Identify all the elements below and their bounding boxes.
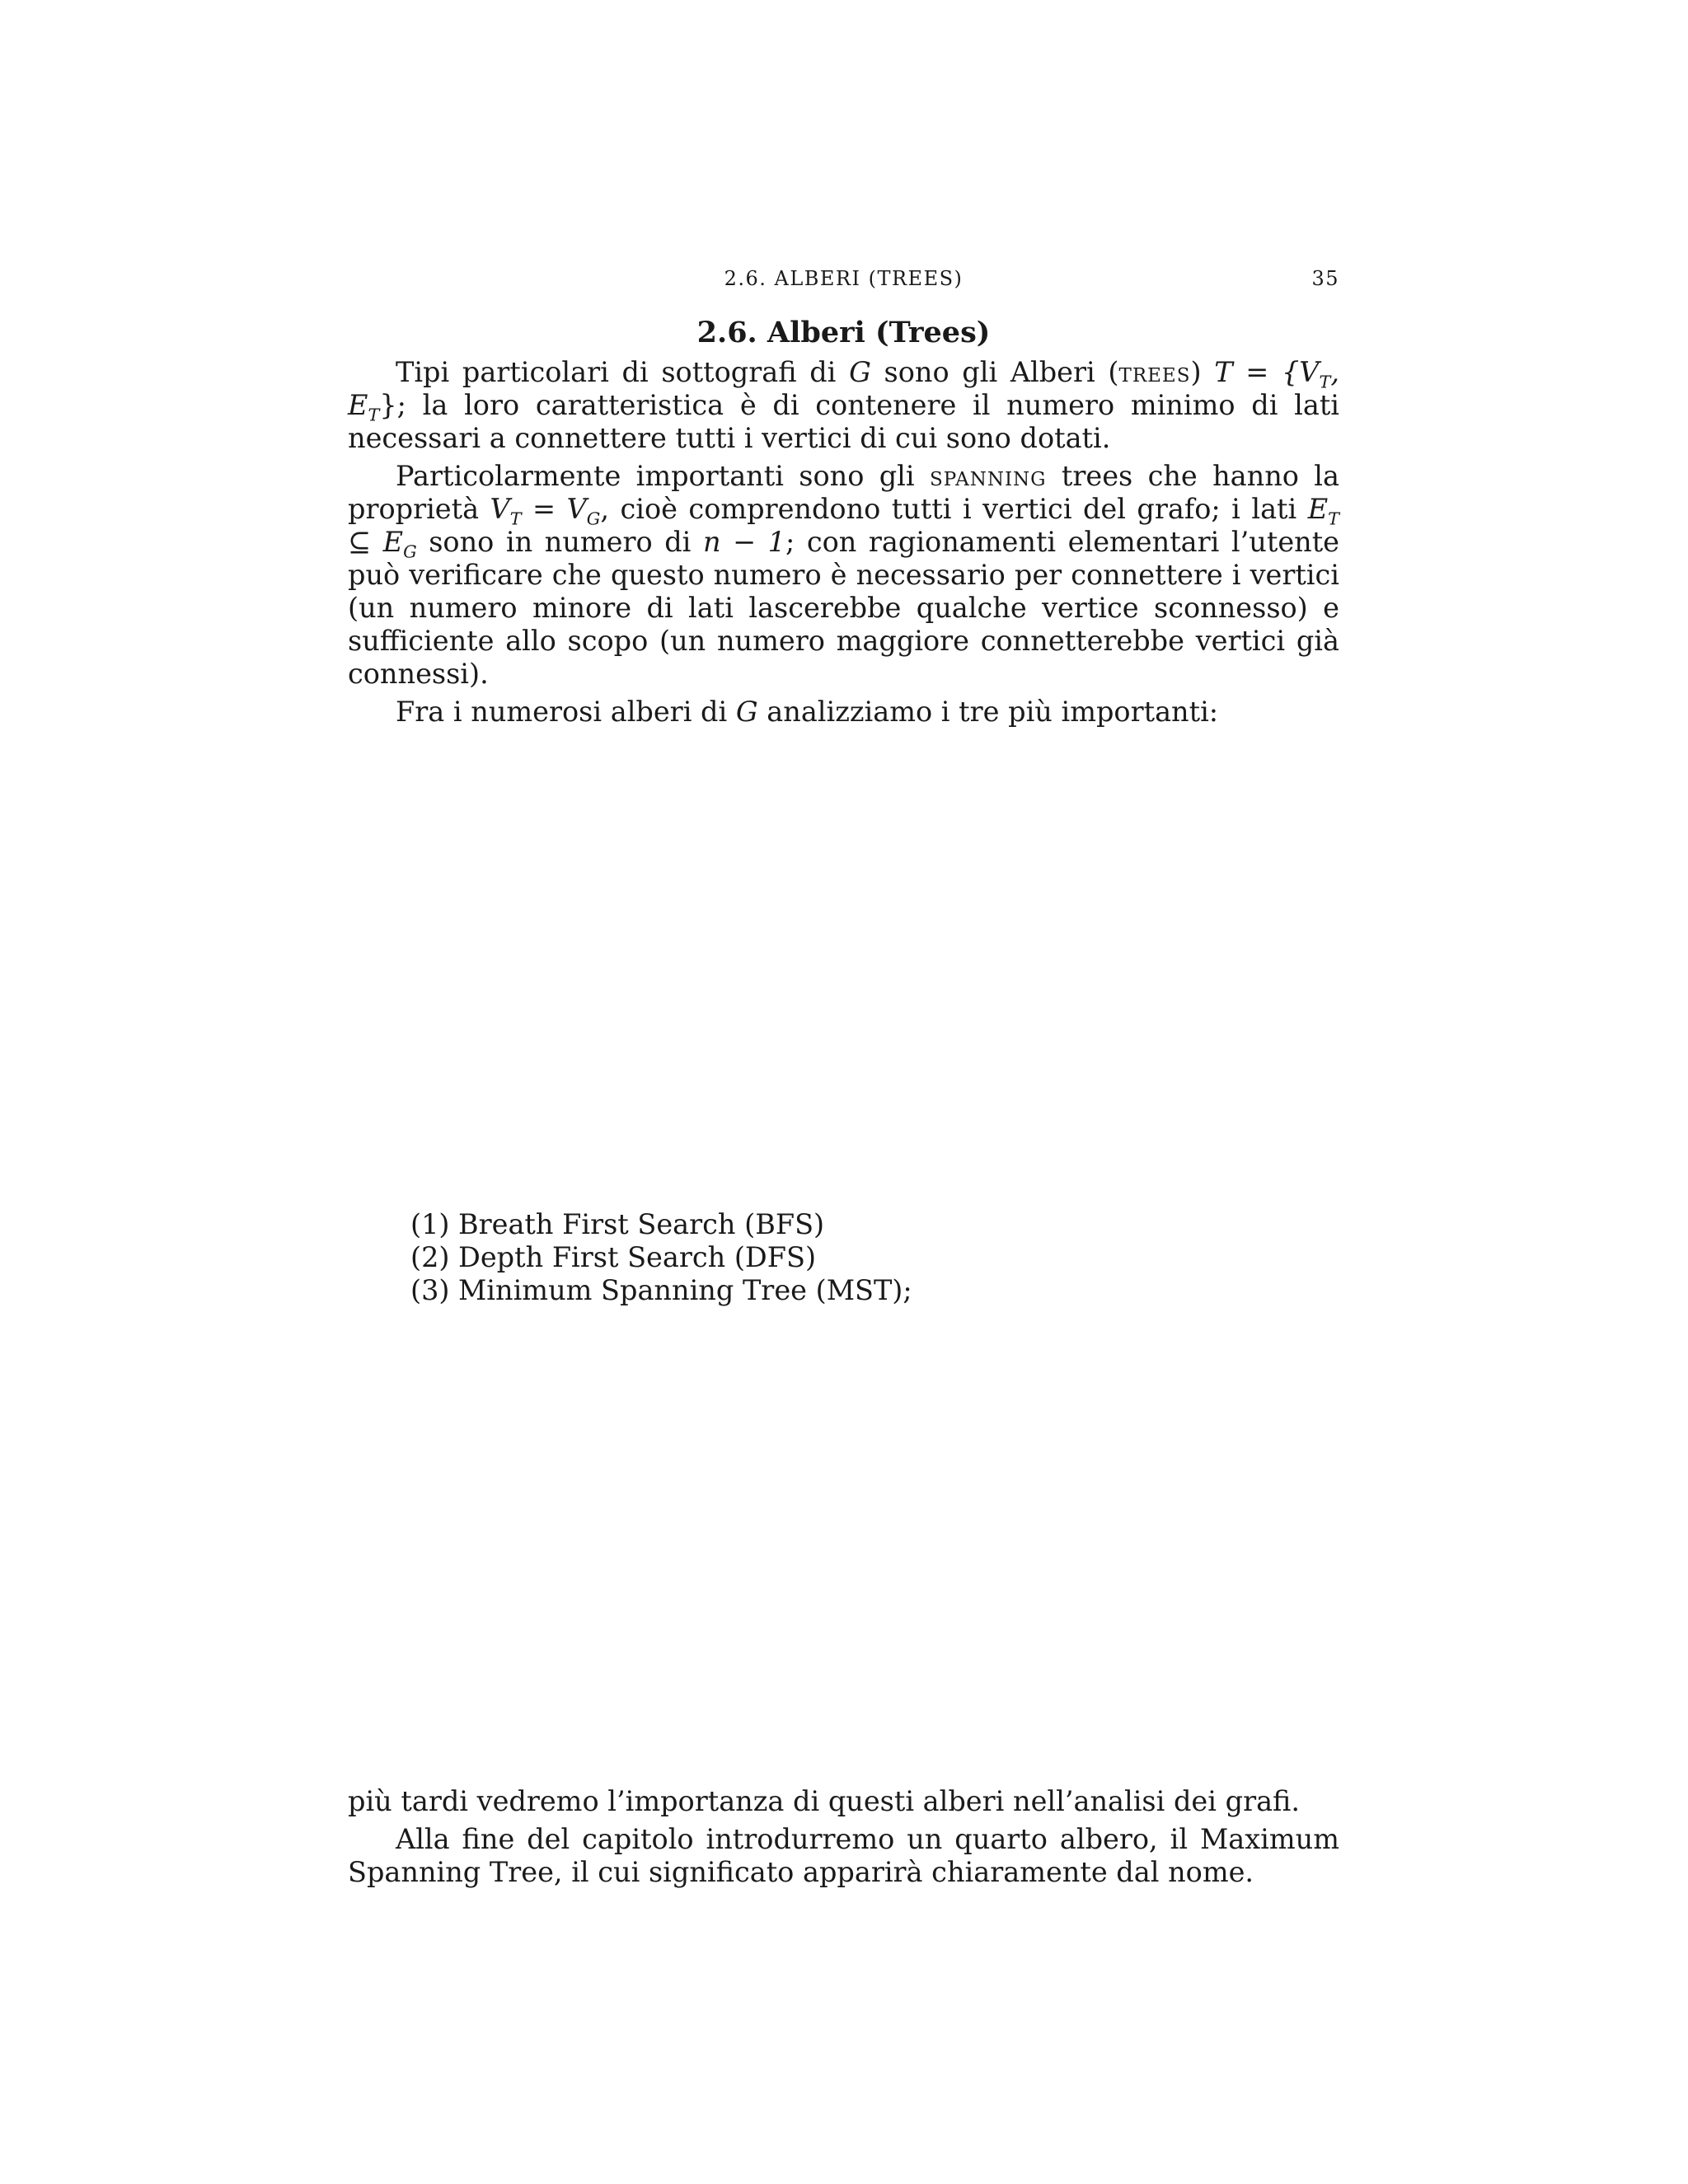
figure-space-bottom [348, 1307, 1339, 1785]
running-title: 2.6. ALBERI (TREES) [724, 267, 964, 290]
paragraph-spanning-trees: Particolarmente importanti sono gli spanning trees che hanno la proprietà $V_T = V_G$, cioè comprendono tutti i vertici del grafo; i lati $E_T$ ⊆ $E_G$ sono in numero di n − 1; con ragionamenti elementari l’utente può verificare che questo numero è necessario per connettere i vertici (un numero minore di lati lascerebbe qualche vertice sconnesso) e sufficiente allo scopo (un numero maggiore connetterebbe vertici già connessi). [348, 460, 1340, 690]
list-item: (3) Minimum Spanning Tree (MST); [410, 1274, 912, 1306]
figure-space-top [348, 729, 1339, 1208]
list-item: (1) Breath First Search (BFS) [410, 1208, 825, 1240]
paragraph-later: più tardi vedremo l’importanza di questi alberi nell’analisi dei grafi. [348, 1785, 1301, 1817]
page-body [348, 257, 1339, 1889]
tree-list [348, 1208, 1339, 1307]
paragraph-maximum-spanning-tree: Alla fine del capitolo introdurremo un quarto albero, il Maximum Spanning Tree, il cui significato apparirà chiaramente dal nome. [348, 1823, 1339, 1888]
formula-tree: $T = \{V_T$, $E_T$} [348, 356, 1340, 425]
list-item: (2) Depth First Search (DFS) [410, 1241, 817, 1273]
paragraph-three-trees: Fra i numerosi alberi di G analizziamo i tre più importanti: [396, 696, 1219, 728]
paragraph-intro: Tipi particolari di sottografi di G sono gli Alberi (trees) $T = \{V_T$, $E_T$}; la loro caratteristica è di contenere il numero minimo di lati necessari a connettere tutti i vertici di cui sono dotati. [348, 356, 1340, 454]
section-title: 2.6. Alberi (Trees) [696, 316, 991, 349]
page-number: 35 [1311, 267, 1339, 290]
running-head [348, 257, 1339, 290]
